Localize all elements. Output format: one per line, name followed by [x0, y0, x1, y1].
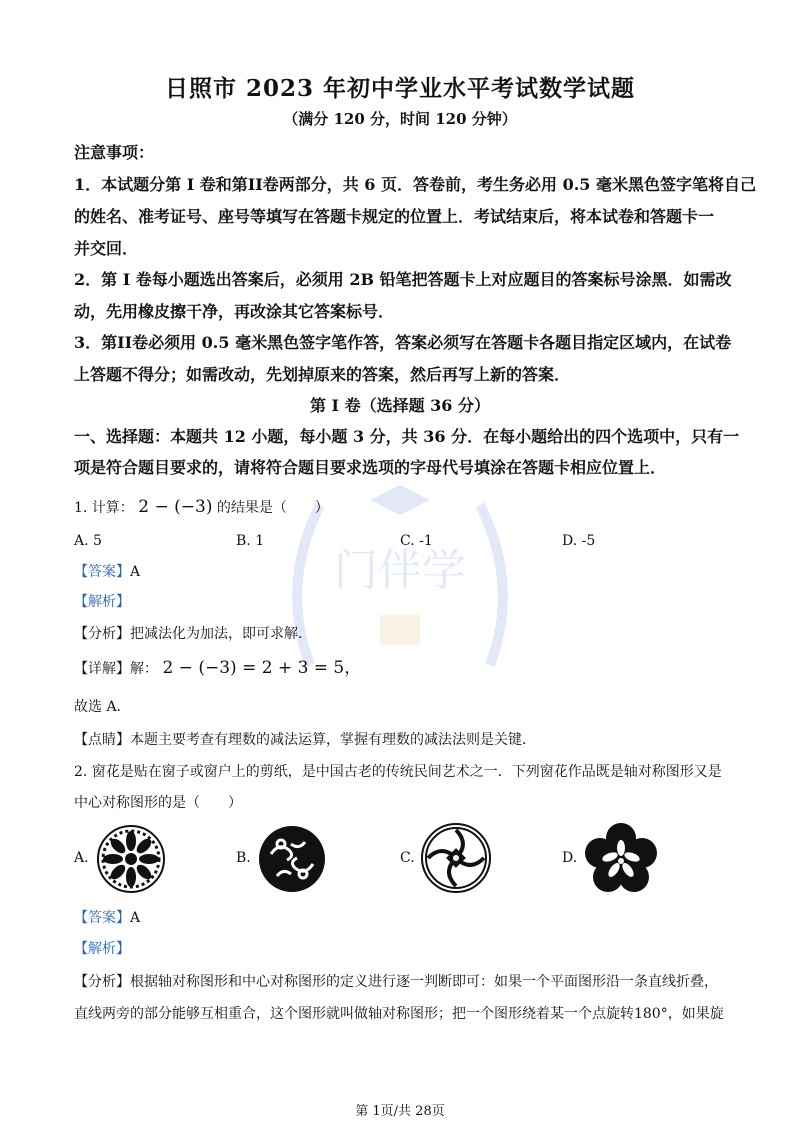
notes-heading: 注意事项： — [74, 143, 155, 162]
q1-detail-expression: 2 − (−3) = 2 + 3 = 5， — [162, 658, 362, 678]
page-footer: 第 1页/共 28页 — [355, 1104, 445, 1119]
q2-option-b-paper-cut — [257, 824, 327, 894]
q2-fenxi-tag: 【分析】 — [74, 974, 130, 990]
q1-analysis — [74, 592, 130, 612]
section-title: 第 I 卷（选择题 36 分） — [309, 396, 491, 415]
q1-choose: 故选 A． — [74, 699, 131, 715]
q1-option-a: A. 5 — [74, 533, 102, 549]
q2-fenxi-line-2: 直线两旁的部分能够互相重合，这个图形就叫做轴对称图形；把一个图形绕着某一个点旋转180°，如果旋 — [74, 1006, 724, 1022]
q1-detail-prefix: 解： — [130, 661, 158, 677]
q1-detail — [74, 658, 361, 679]
q1-expression: 2 − (−3) — [138, 497, 213, 517]
q2-stem-line-1: 2. 窗花是贴在窗子或窗户上的剪纸，是中国古老的传统民间艺术之一．下列窗花作品既是轴对称图形又是 — [74, 764, 722, 780]
q1-comment-text: 本题主要考查有理数的减法运算，掌握有理数的减法法则是关键． — [130, 732, 536, 748]
q1-comment-tag: 【点睛】 — [74, 732, 130, 748]
q1-suffix: 的结果是（ ） — [216, 500, 329, 516]
q2-option-a-label: A. — [74, 850, 89, 866]
q2-option-d-paper-cut — [584, 822, 658, 894]
note-2-line-2: 动，先用橡皮擦干净，再改涂其它答案标号． — [74, 302, 395, 321]
q1-prefix: 1. 计算： — [74, 500, 134, 516]
q2-option-c-label: C. — [400, 850, 415, 866]
q1-detail-tag: 【详解】 — [74, 661, 130, 677]
q1-stem — [74, 497, 329, 518]
q2-answer-value: A — [130, 910, 141, 926]
q2-analysis-tag: 【解析】 — [74, 941, 130, 957]
q2-answer — [74, 908, 140, 928]
note-1-line-2: 的姓名、准考证号、座号等填写在答题卡规定的位置上．考试结束后，将本试卷和答题卡一 — [74, 207, 715, 226]
q1-answer — [74, 562, 140, 582]
q2-fenxi-text-1: 根据轴对称图形和中心对称图形的定义进行逐一判断即可：如果一个平面图形沿一条直线折叠， — [130, 974, 718, 990]
q1-analysis-tag: 【解析】 — [74, 594, 130, 610]
section-instruction-2: 项是符合题目要求的，请将符合题目要求选项的字母代号填涂在答题卡相应位置上． — [74, 458, 667, 477]
exam-title: 日照市 2023 年初中学业水平考试数学试题 — [164, 75, 636, 102]
q2-analysis — [74, 939, 130, 959]
q1-comment — [74, 730, 536, 750]
note-1-line-1: 1．本试题分第 I 卷和第II卷两部分，共 6 页．答卷前，考生务必用 0.5 毫米黑色签字笔将自己 — [74, 175, 756, 194]
q1-fenxi-tag: 【分析】 — [74, 626, 130, 642]
exam-subtitle: （满分 120 分，时间 120 分钟） — [283, 110, 517, 128]
q2-option-b-label: B. — [236, 850, 251, 866]
note-1-line-3: 并交回． — [74, 239, 139, 258]
q2-option-a-paper-cut — [96, 824, 166, 894]
note-3-line-1: 3．第II卷必须用 0.5 毫米黑色签字笔作答，答案必须写在答题卡各题目指定区域内，在试卷 — [74, 333, 732, 352]
section-instruction-1: 一、选择题：本题共 12 小题，每小题 3 分，共 36 分．在每小题给出的四个选项中，只有一 — [74, 427, 740, 446]
note-3-line-2: 上答题不得分；如需改动，先划掉原来的答案，然后再写上新的答案． — [74, 365, 571, 384]
watermark-text: 门伴学 — [334, 545, 466, 596]
q1-answer-value: A — [130, 564, 141, 580]
note-2-line-1: 2．第 I 卷每小题选出答案后，必须用 2B 铅笔把答题卡上对应题目的答案标号涂黑．如需改 — [74, 270, 732, 289]
q1-option-d: D. -5 — [562, 533, 596, 549]
q2-fenxi-line-1 — [74, 972, 718, 992]
q1-fenxi — [74, 624, 312, 644]
q2-option-d-label: D. — [562, 850, 578, 866]
q1-answer-tag: 【答案】 — [74, 564, 130, 580]
q1-fenxi-text: 把减法化为加法，即可求解． — [130, 626, 312, 642]
q1-option-b: B. 1 — [236, 533, 265, 549]
q1-option-c: C. -1 — [400, 533, 433, 549]
q2-answer-tag: 【答案】 — [74, 910, 130, 926]
q2-stem-line-2: 中心对称图形的是（ ） — [74, 795, 242, 811]
q2-option-c-paper-cut — [420, 822, 492, 894]
